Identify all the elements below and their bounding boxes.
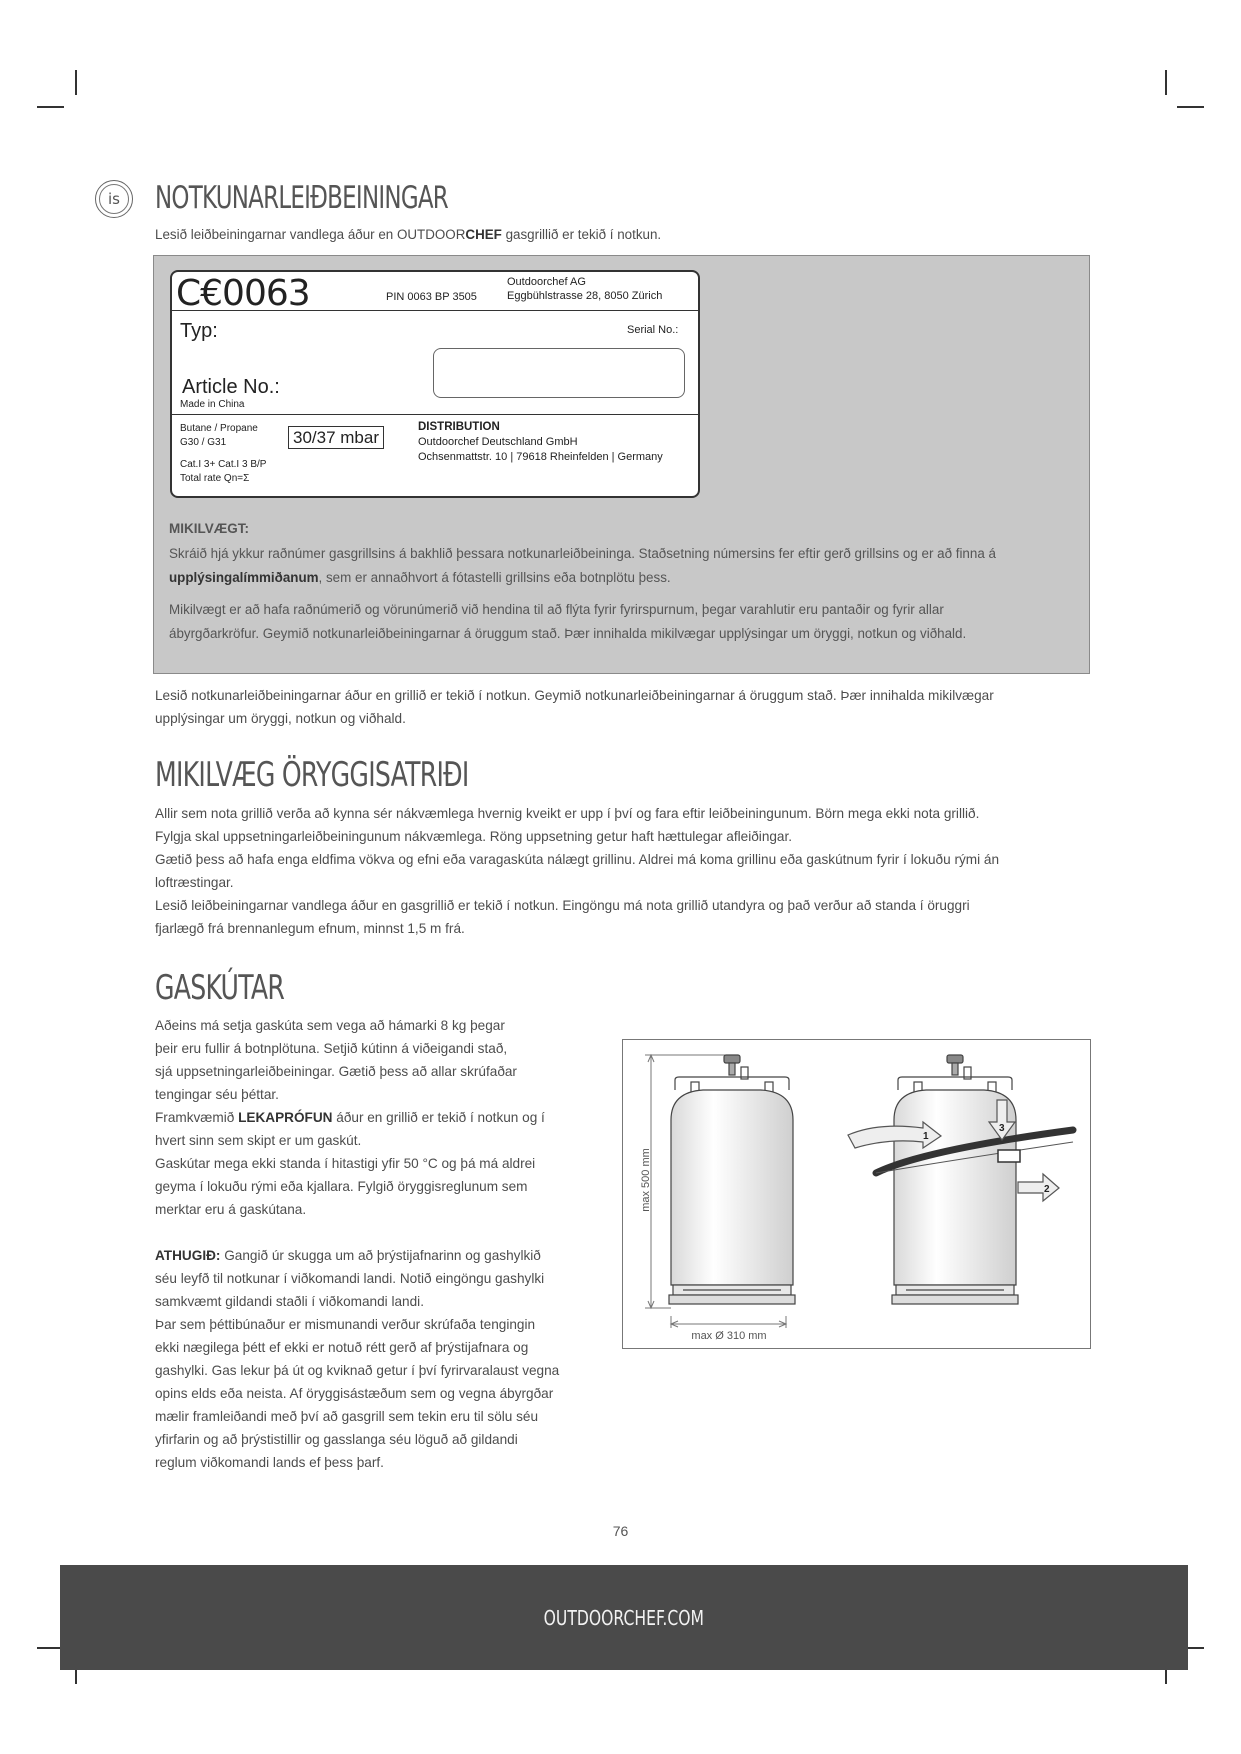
- intro-text: Lesið leiðbeiningarnar vandlega áður en OUTDOORCHEF gasgrillið er tekið í notkun.: [155, 227, 662, 242]
- manufacturer: Outdoorchef AG Eggbühlstrasse 28, 8050 Zürich: [507, 276, 663, 302]
- step-1-label: 1: [923, 1131, 929, 1142]
- cylinder-left: [669, 1055, 795, 1304]
- step-3-label: 3: [999, 1123, 1005, 1134]
- distribution-info: DISTRIBUTION Outdoorchef Deutschland GmbH Ochsenmattstr. 10 | 79618 Rheinfelden | Germany: [418, 421, 663, 463]
- after-box-text: Lesið notkunarleiðbeiningarnar áður en grillið er tekið í notkun. Geymið notkunarleiðbeiningarnar á öruggum stað. Þær innihalda mikilvægar upplýsingar um öryggi, notkun og viðhald.: [155, 688, 994, 726]
- crop-mark: [37, 106, 64, 108]
- category-rate: Cat.I 3+ Cat.I 3 B/P Total rate Qn=Σ: [180, 459, 267, 484]
- diameter-label: max Ø 310 mm: [691, 1330, 767, 1342]
- footer-bar: [60, 1565, 1188, 1670]
- important-paragraph-2: Mikilvægt er að hafa raðnúmerið og vörunúmerið við hendina til að flýta fyrir fyrirspurnum, þegar varahlutir eru pantaðir og fyrir allar ábyrgðarkröfur. Geymið notkunarleiðbeiningarnar á öruggum stað. Þær innihalda mikilvægar upplýsingar um öryggi, notkun og viðhald.: [169, 602, 967, 641]
- ce-mark: C€0063: [176, 273, 310, 314]
- step-arrow-2: [1018, 1174, 1059, 1201]
- crop-mark: [75, 70, 77, 95]
- made-in: Made in China: [180, 399, 245, 410]
- page-number: 76: [612, 1523, 629, 1539]
- rating-label: [170, 270, 700, 498]
- language-code: is: [108, 190, 120, 208]
- label-divider: [172, 414, 698, 415]
- step-2-label: 2: [1044, 1184, 1050, 1195]
- serial-label: Serial No.:: [627, 324, 679, 336]
- crop-mark: [1165, 70, 1167, 95]
- section-title-instructions: NOTKUNARLEIÐBEININGAR: [155, 180, 449, 216]
- article-field: Article No.:: [182, 376, 280, 398]
- important-paragraph-1: Skráið hjá ykkur raðnúmer gasgrillsins á bakhlið þessara notkunarleiðbeininga. Staðsetning númersins fer eftir gerð grillsins og er að finna á upplýsingalímmiðanum, sem er annaðhvort á fótastelli grillsins eða botnplötu þess.: [169, 546, 996, 585]
- cylinder-right: [892, 1055, 1018, 1304]
- serial-number-box: [433, 348, 685, 398]
- type-field: Typ:: [180, 320, 218, 342]
- section-title-safety: MIKILVÆG ÖRYGGISATRIÐI: [155, 755, 469, 795]
- crop-mark: [1177, 106, 1204, 108]
- footer-website: OUTDOORCHEF.COM: [543, 1605, 705, 1630]
- label-header-row: [172, 272, 698, 314]
- pin-number: PIN 0063 BP 3505: [386, 291, 477, 303]
- important-heading: MIKILVÆGT:: [169, 521, 249, 536]
- gas-type: Butane / Propane G30 / G31: [180, 423, 258, 448]
- note-text: ATHUGIÐ: Gangið úr skugga um að þrýstijafnarinn og gashylkið séu leyfð til notkunar í viðkomandi landi. Notið eingöngu gashylki samkvæmt gildandi staðli í viðkomandi landi. Þar sem þéttibúnaður er mismunandi verður skrúfaða tengingin ekki nægilega þétt ef ekki er notuð rétt gerð af þrýstijafnara og gashylki. Gas lekur þá út og kviknað getur í því fyrirvaralaust vegna opins elds eða neista. Af öryggisástæðum sem og vegna ábyrgðar mælir framleiðandi með því að gasgrill sem tekin eru til sölu séu yfirfarin og að þrýstistillir og gasslanga séu löguð að gildandi reglum viðkomandi lands ef þess þarf.: [155, 1248, 560, 1470]
- gas-cylinder-figure: [622, 1039, 1091, 1349]
- gas-cylinder-illustration: [623, 1040, 1090, 1348]
- important-info-box: [153, 255, 1090, 674]
- pressure-rating: 30/37 mbar: [288, 426, 384, 449]
- safety-text: Allir sem nota grillið verða að kynna sér nákvæmlega hvernig kveikt er upp í því og fara eftir leiðbeiningunum. Börn mega ekki nota grillið. Fylgja skal uppsetningarleiðbeiningunum nákvæmlega. Röng uppsetning getur haft hættulegar afleiðingar. Gætið þess að hafa enga eldfima vökva og efni eða varagaskúta nálægt grillinu. Aldrei má koma grillinu eða gaskútnum fyrir í lokuðu rými án loftræstingar. Lesið leiðbeiningarnar vandlega áður en gasgrillið er tekið í notkun. Eingöngu má nota grillið utandyra og það verður að standa í öruggri fjarlægð frá brennanlegum efnum, minnst 1,5 m frá.: [155, 806, 1000, 936]
- language-badge: [95, 180, 133, 218]
- gas-cylinder-text: Aðeins má setja gaskúta sem vega að hámarki 8 kg þegar þeir eru fullir á botnplötuna. Setjið kútinn á viðeigandi stað, sjá uppsetningarleiðbeiningar. Gætið þess að allar skrúfaðar tengingar séu þéttar. Framkvæmið LEKAPRÓFUN áður en grillið er tekið í notkun og í hvert sinn sem skipt er um gaskút. Gaskútar mega ekki standa í hitastigi yfir 50 °C og þá má aldrei geyma í lokuðu rými eða kjallara. Fylgið öryggisreglunum sem merktar eru á gaskútana.: [155, 1018, 545, 1217]
- height-label: max 500 mm: [640, 1148, 652, 1212]
- section-title-gas-cylinders: GASKÚTAR: [155, 968, 285, 1008]
